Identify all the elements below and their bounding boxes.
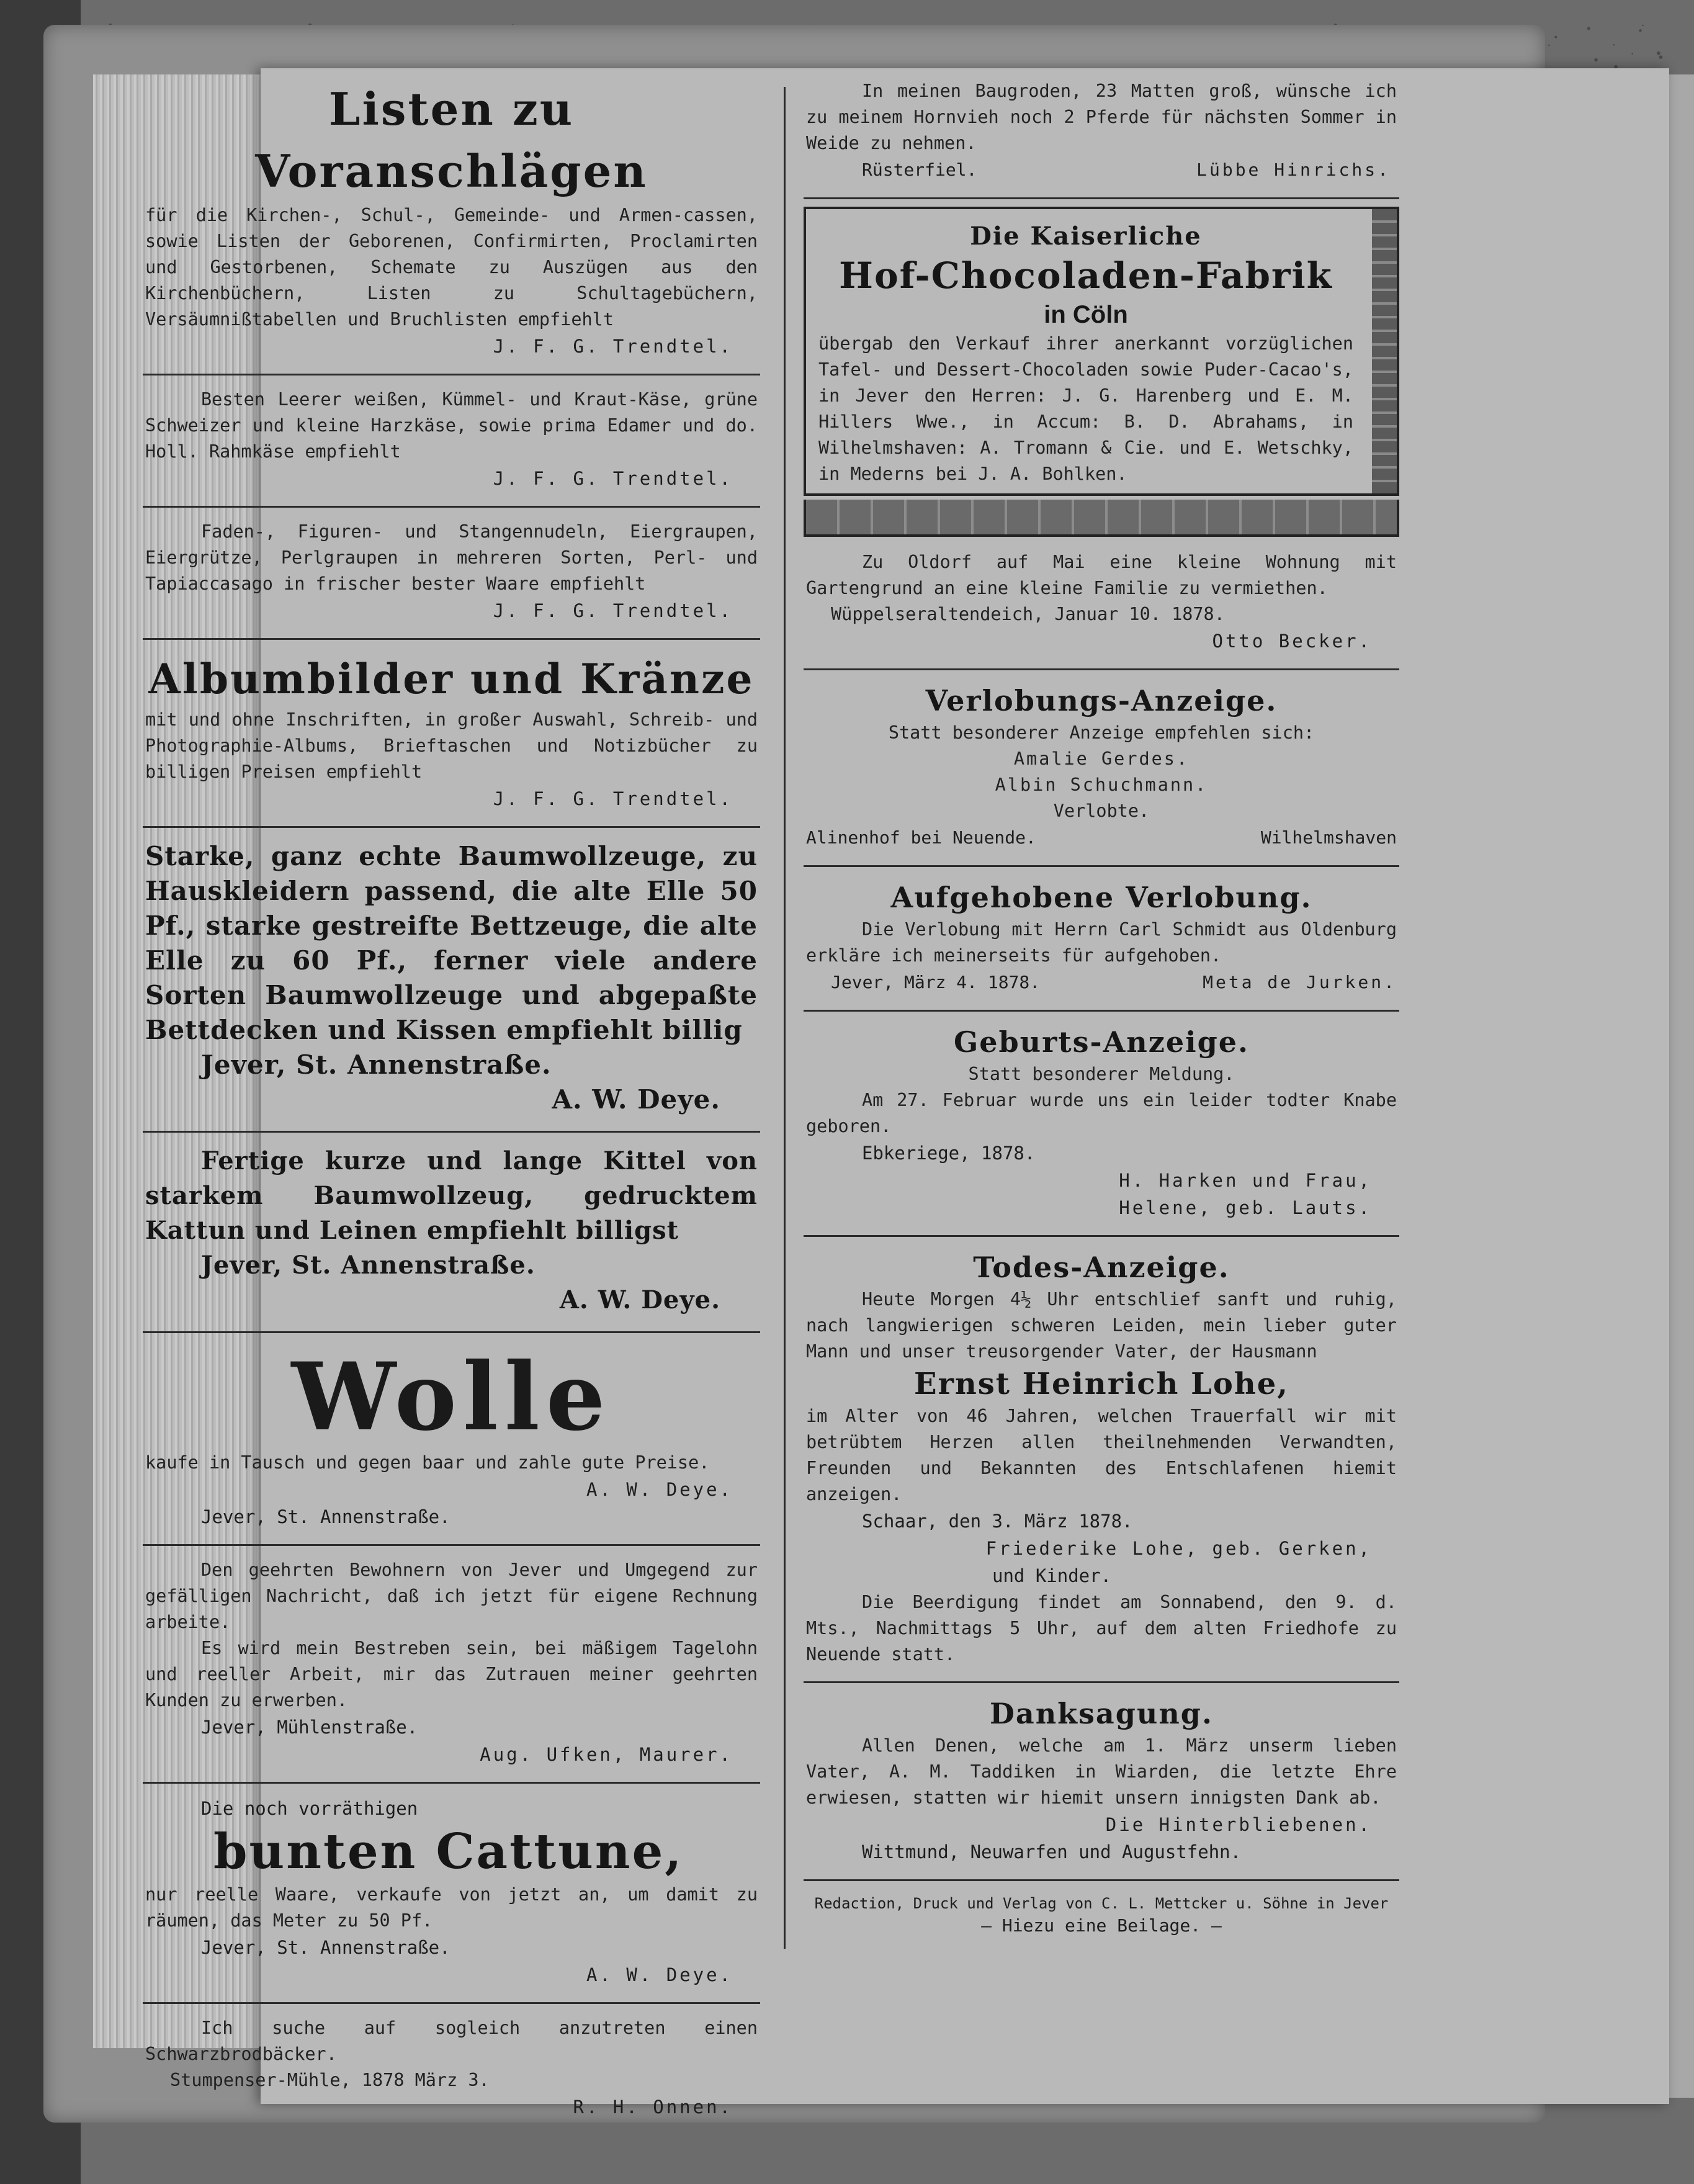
ad-geburt xyxy=(804,1019,1399,1228)
ad-body: nur reelle Waare, verkaufe von jetzt an, um damit zu räumen, das Meter zu 50 Pf. xyxy=(145,1884,758,1931)
ad-place: Jever, St. Annenstraße. xyxy=(201,1937,450,1958)
divider xyxy=(143,1131,760,1133)
ad-pferde xyxy=(804,74,1399,190)
decorative-border xyxy=(804,500,1399,537)
divider xyxy=(143,638,760,640)
column-separator xyxy=(784,87,786,1949)
divider xyxy=(143,1331,760,1333)
ad-signature: und Kinder. xyxy=(992,1565,1112,1586)
ad-signature: Aug. Ufken, Maurer. xyxy=(480,1744,733,1765)
ad-signature: A. W. Deye. xyxy=(552,1084,720,1115)
ad-maurer xyxy=(143,1553,760,1774)
ad-body: für die Kirchen-, Schul-, Gemeinde- und Armen-cassen, sowie Listen der Geborenen, Confirmirten, Proclamirten und Gestorbenen, Schemate zu Auszügen aus den Kirchenbüchern, Listen zu Schultagebüchern, Versäumnißtabellen und Bruchlisten empfiehlt xyxy=(145,205,758,330)
ad-body: Besten Leerer weißen, Kümmel- und Kraut-Käse, grüne Schweizer und kleine Harzkäse, sowie prima Edamer und do. Holl. Rahmkäse empfiehlt xyxy=(145,389,758,462)
ad-body: im Alter von 46 Jahren, welchen Trauerfall wir mit betrübtem Herzen allen theilnehmenden Verwandten, Freunden und Bekannten des Entschlafenen hiemit anzeigen. xyxy=(806,1406,1397,1504)
ad-cattune xyxy=(143,1791,760,1995)
ad-signature: Otto Becker. xyxy=(1212,631,1372,652)
ad-signature: Die Hinterbliebenen. xyxy=(1105,1814,1372,1835)
divider xyxy=(143,1544,760,1546)
ad-body: übergab den Verkauf ihrer anerkannt vorzüglichen Tafel- und Dessert-Chocoladen sowie Puder-Cacao's, in Jever den Herren: J. G. Harenberg und E. M. Hillers Wwe., in Accum: B. D. Abrahams, in Wilhelmshaven: A. Tromann & Cie. und E. Wetschky, in Mederns bei J. A. Bohlken. xyxy=(818,333,1353,484)
divider xyxy=(804,1879,1399,1881)
ad-signature: A. W. Deye. xyxy=(559,1285,720,1314)
ad-title: Aufgehobene Verlobung. xyxy=(890,881,1312,914)
ad-deceased-name: Ernst Heinrich Lohe, xyxy=(914,1367,1289,1401)
divider xyxy=(143,374,760,375)
ad-place: Ebkeriege, 1878. xyxy=(862,1143,1036,1164)
ad-body: Die Verlobung mit Herrn Carl Schmidt aus Oldenburg erkläre ich meinerseits für aufgehoben. xyxy=(806,919,1397,966)
ad-signature: J. F. G. Trendtel. xyxy=(493,600,733,621)
ad-kittel xyxy=(143,1140,760,1324)
imprint-text: Redaction, Druck und Verlag von C. L. Mettcker u. Söhne in Jever xyxy=(814,1895,1389,1912)
divider xyxy=(804,865,1399,867)
ad-signature: A. W. Deye. xyxy=(586,1964,733,1985)
ad-title: Albumbilder und Kränze xyxy=(148,655,755,703)
supplement-note: — Hiezu eine Beilage. — xyxy=(981,1915,1222,1936)
ad-body: Heute Morgen 4½ Uhr entschlief sanft und ruhig, nach langwierigen schweren Leiden, mein lieber guter Mann und unser treusorgender Vater, der Hausmann xyxy=(806,1289,1397,1362)
ad-title: bunten Cattune, xyxy=(213,1823,684,1880)
ad-todes xyxy=(804,1244,1399,1674)
ad-place: Wüppelseraltendeich, Januar 10. 1878. xyxy=(831,604,1225,624)
ad-signature: Meta de Jurken. xyxy=(1203,972,1397,992)
ad-body: Den geehrten Bewohnern von Jever und Umgegend zur gefälligen Nachricht, daß ich jetzt für eigene Rechnung arbeite. xyxy=(145,1560,758,1632)
ad-text: Verlobte. xyxy=(1053,801,1150,821)
ad-baumwollzeuge xyxy=(143,835,760,1123)
ad-chocoladen-box xyxy=(804,207,1399,496)
ad-verlobung xyxy=(804,678,1399,858)
ad-footer-row xyxy=(806,156,1397,184)
divider xyxy=(804,1235,1399,1237)
divider xyxy=(804,197,1399,199)
divider xyxy=(804,1681,1399,1683)
ad-body: kaufe in Tausch und gegen baar und zahle gute Preise. xyxy=(145,1452,710,1473)
ad-place: Jever, St. Annenstraße. xyxy=(201,1251,536,1280)
ad-place: Jever, Mühlenstraße. xyxy=(201,1717,418,1738)
ad-body: In meinen Baugroden, 23 Matten groß, wünsche ich zu meinem Hornvieh noch 2 Pferde für nächsten Sommer in Weide zu nehmen. xyxy=(806,81,1397,153)
ad-title: Wolle xyxy=(291,1342,612,1452)
ad-wohnung xyxy=(804,546,1399,661)
ad-name: Amalie Gerdes. xyxy=(1013,748,1190,769)
ad-signature: J. F. G. Trendtel. xyxy=(493,788,733,809)
ad-signature: A. W. Deye. xyxy=(586,1479,733,1500)
ad-body: Faden-, Figuren- und Stangennudeln, Eiergraupen, Eiergrütze, Perlgraupen in mehreren Sorten, Perl- und Tapiaccasago in frischer bester Waare empfiehlt xyxy=(145,521,758,594)
ad-title: Hof-Chocoladen-Fabrik xyxy=(839,254,1333,297)
divider xyxy=(143,506,760,508)
ad-kicker: Die Kaiserliche xyxy=(970,222,1202,251)
ad-title: Verlobungs-Anzeige. xyxy=(925,684,1278,717)
divider xyxy=(143,826,760,828)
ad-place: Jever, März 4. 1878. xyxy=(831,972,1041,992)
facing-page-edge xyxy=(1669,74,1694,2098)
ad-listen xyxy=(143,74,760,366)
ad-body: mit und ohne Inschriften, in großer Auswahl, Schreib- und Photographie-Albums, Brieftaschen und Notizbücher zu billigen Preisen empfiehlt xyxy=(145,709,758,782)
ad-title: Geburts-Anzeige. xyxy=(953,1025,1250,1059)
ad-signature: Helene, geb. Lauts. xyxy=(1119,1197,1372,1218)
ad-title: Listen zu Voranschlägen xyxy=(255,83,648,197)
divider xyxy=(143,2002,760,2004)
divider xyxy=(804,668,1399,670)
ad-subtitle: in Cöln xyxy=(1044,301,1128,328)
ad-place: Wittmund, Neuwarfen und Augustfehn. xyxy=(862,1841,1242,1863)
ad-title: Todes-Anzeige. xyxy=(973,1251,1230,1284)
ad-footer-row xyxy=(806,969,1397,996)
ad-signature: Lübbe Hinrichs. xyxy=(1196,160,1391,180)
ad-body: Fertige kurze und lange Kittel von starkem Baumwollzeug, gedrucktem Kattun und Leinen empfiehlt billigst xyxy=(145,1146,758,1245)
ad-text: Statt besonderer Meldung. xyxy=(968,1064,1235,1084)
ad-footer-row xyxy=(806,824,1397,852)
divider xyxy=(143,1782,760,1784)
spacer xyxy=(804,537,1399,546)
ad-albumbilder xyxy=(143,647,760,819)
decorative-border xyxy=(1372,209,1397,493)
ad-body: Ich suche auf sogleich anzutreten einen Schwarzbrodbäcker. xyxy=(145,2018,758,2064)
ad-title: Danksagung. xyxy=(990,1697,1213,1730)
ad-place: Rüsterfiel. xyxy=(862,160,977,180)
ad-signature: H. Harken und Frau, xyxy=(1119,1170,1372,1191)
ad-body: Allen Denen, welche am 1. März unserm lieben Vater, A. M. Taddiken in Wiarden, die letzte Ehre erwiesen, statten wir hiemit unsern innigsten Dank ab. xyxy=(806,1735,1397,1808)
left-column xyxy=(143,74,760,2127)
ad-danksagung xyxy=(804,1691,1399,1872)
ad-signature: R. H. Onnen. xyxy=(573,2096,733,2118)
ad-intro: Die noch vorräthigen xyxy=(201,1798,418,1819)
ad-place: Stumpenser-Mühle, 1878 März 3. xyxy=(170,2070,490,2090)
ad-body: Es wird mein Bestreben sein, bei mäßigem Tagelohn und reeller Arbeit, mir das Zutrauen meiner geehrten Kunden zu erwerben. xyxy=(145,1638,758,1710)
ad-signature: J. F. G. Trendtel. xyxy=(493,336,733,357)
ad-aufgehoben xyxy=(804,874,1399,1002)
ad-place: Jever, St. Annenstraße. xyxy=(201,1049,552,1080)
ad-text: Statt besonderer Anzeige empfehlen sich: xyxy=(888,722,1315,743)
ad-place: Wilhelmshaven xyxy=(1260,827,1397,848)
ad-place: Schaar, den 3. März 1878. xyxy=(862,1511,1133,1532)
ad-place: Alinenhof bei Neuende. xyxy=(806,827,1036,848)
ad-signature: Friederike Lohe, geb. Gerken, xyxy=(985,1538,1372,1559)
ad-baecker xyxy=(143,2011,760,2127)
ad-body: Zu Oldorf auf Mai eine kleine Wohnung mit Gartengrund an eine kleine Familie zu vermiethen. xyxy=(806,552,1397,598)
right-column xyxy=(804,74,1399,1943)
ad-body: Starke, ganz echte Baumwollzeuge, zu Hauskleidern passend, die alte Elle 50 Pf., starke gestreifte Bettzeuge, die alte Elle zu 60 Pf., ferner viele andere Sorten Baumwollzeuge und abgepaßte Bettdecken und Kissen empfiehlt billig xyxy=(145,841,758,1045)
ad-wolle xyxy=(143,1341,760,1537)
divider xyxy=(804,1010,1399,1012)
ad-place: Jever, St. Annenstraße. xyxy=(201,1506,450,1527)
imprint xyxy=(804,1889,1399,1943)
ad-kaese xyxy=(143,383,760,498)
ad-name: Albin Schuchmann. xyxy=(995,775,1208,795)
ad-body: Am 27. Februar wurde uns ein leider todter Knabe geboren. xyxy=(806,1090,1397,1136)
ad-nudeln xyxy=(143,515,760,631)
ad-signature: J. F. G. Trendtel. xyxy=(493,468,733,489)
ad-body: Die Beerdigung findet am Sonnabend, den 9. d. Mts., Nachmittags 5 Uhr, auf dem alten Friedhofe zu Neuende statt. xyxy=(806,1592,1397,1665)
